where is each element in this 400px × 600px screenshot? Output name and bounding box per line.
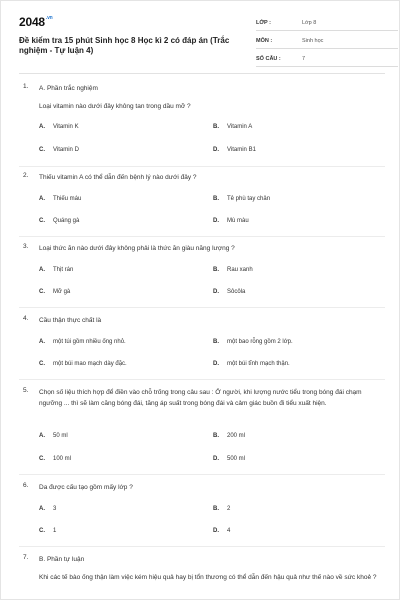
option-a[interactable]: A. 3 (39, 506, 57, 512)
question-subtext: Loại vitamin nào dưới đây không tan trong dầu mỡ ? (39, 103, 191, 110)
meta-value: Sinh học (302, 38, 324, 44)
option-c[interactable]: C. Mỡ gà (39, 289, 71, 295)
option-b[interactable]: B. một bao rỗng gồm 2 lớp. (213, 339, 293, 345)
divider (19, 379, 385, 380)
question-text: Thiếu vitamin A có thể dẫn đến bệnh lý nào dưới đây ? (39, 174, 197, 181)
option-a[interactable]: A. Vitamin K (39, 124, 79, 130)
divider (19, 546, 385, 547)
option-d[interactable]: D. 500 ml (213, 456, 246, 462)
meta-label: SỐ CÂU : (256, 56, 281, 62)
meta-row-count (256, 53, 398, 67)
meta-value: 7 (302, 56, 306, 62)
option-d[interactable]: D. một búi tĩnh mạch thận. (213, 361, 290, 367)
option-d[interactable]: D. Mù màu (213, 218, 249, 224)
meta-label: MÔN : (256, 38, 273, 44)
option-b[interactable]: B. Tê phù tay chân (213, 196, 271, 202)
question-number: 2. (23, 172, 29, 179)
header-divider (19, 73, 385, 74)
option-d[interactable]: D. Vitamin B1 (213, 147, 256, 153)
meta-info (256, 17, 398, 71)
header (19, 15, 385, 71)
option-c[interactable]: C. Quáng gà (39, 218, 80, 224)
option-c[interactable]: C. Vitamin D (39, 147, 79, 153)
option-d[interactable]: D. Sôcôla (213, 289, 246, 295)
option-a[interactable]: A. Thiếu máu (39, 196, 82, 202)
question-number: 3. (23, 243, 29, 250)
meta-row-subject (256, 35, 398, 49)
question-text: B. Phần tự luận (39, 556, 85, 563)
option-c[interactable]: C. 100 ml (39, 456, 72, 462)
divider (19, 236, 385, 237)
divider (19, 474, 385, 475)
option-b[interactable]: B. 200 ml (213, 433, 246, 439)
question-text: Da được cấu tạo gồm mấy lớp ? (39, 484, 133, 491)
option-a[interactable]: A. Thịt rán (39, 267, 74, 273)
divider (19, 166, 385, 167)
meta-value: Lớp 8 (302, 20, 317, 26)
question-text: Chọn số liệu thích hợp để điền vào chỗ trống trong câu sau : Ở người, khi lượng nước tiểu trong bóng đái chạm ngưỡng ... thì sẽ làm căng bóng đái, tăng áp suất trong bóng đái và cảm giác buồn đi tiểu xuất hiện. (39, 389, 362, 407)
page-title: Đề kiểm tra 15 phút Sinh học 8 Học kì 2 có đáp án (Trắc nghiệm - Tự luận 4) (19, 36, 230, 55)
question-number: 7. (23, 554, 29, 561)
option-c[interactable]: C. một búi mao mạch dày đặc. (39, 361, 127, 367)
divider (19, 307, 385, 308)
question-subtext: Khi các tế bào ống thận làm việc kém hiệu quả hay bị tổn thương có thể dẫn đến hậu quả như thế nào về sức khoẻ ? (39, 574, 377, 581)
option-a[interactable]: A. một túi gồm nhiều ống nhỏ. (39, 339, 126, 345)
question-text: Cầu thận thực chất là (39, 317, 102, 324)
question-text: Loại thức ăn nào dưới đây không phải là thức ăn giàu năng lượng ? (39, 245, 235, 252)
site-logo[interactable] (19, 15, 53, 29)
question-number: 5. (23, 387, 29, 394)
question-text: A. Phần trắc nghiệm (39, 85, 98, 92)
option-b[interactable]: B. Vitamin A (213, 124, 253, 130)
logo-suffix: .vn (45, 15, 53, 21)
option-b[interactable]: B. 2 (213, 506, 231, 512)
option-b[interactable]: B. Rau xanh (213, 267, 253, 273)
question-number: 4. (23, 315, 29, 322)
meta-row-class (256, 17, 398, 31)
logo-main: 2048 (19, 15, 45, 29)
option-d[interactable]: D. 4 (213, 528, 231, 534)
option-c[interactable]: C. 1 (39, 528, 57, 534)
option-a[interactable]: A. 50 ml (39, 433, 68, 439)
question-number: 6. (23, 482, 29, 489)
meta-label: LỚP : (256, 20, 271, 26)
question-number: 1. (23, 83, 29, 90)
